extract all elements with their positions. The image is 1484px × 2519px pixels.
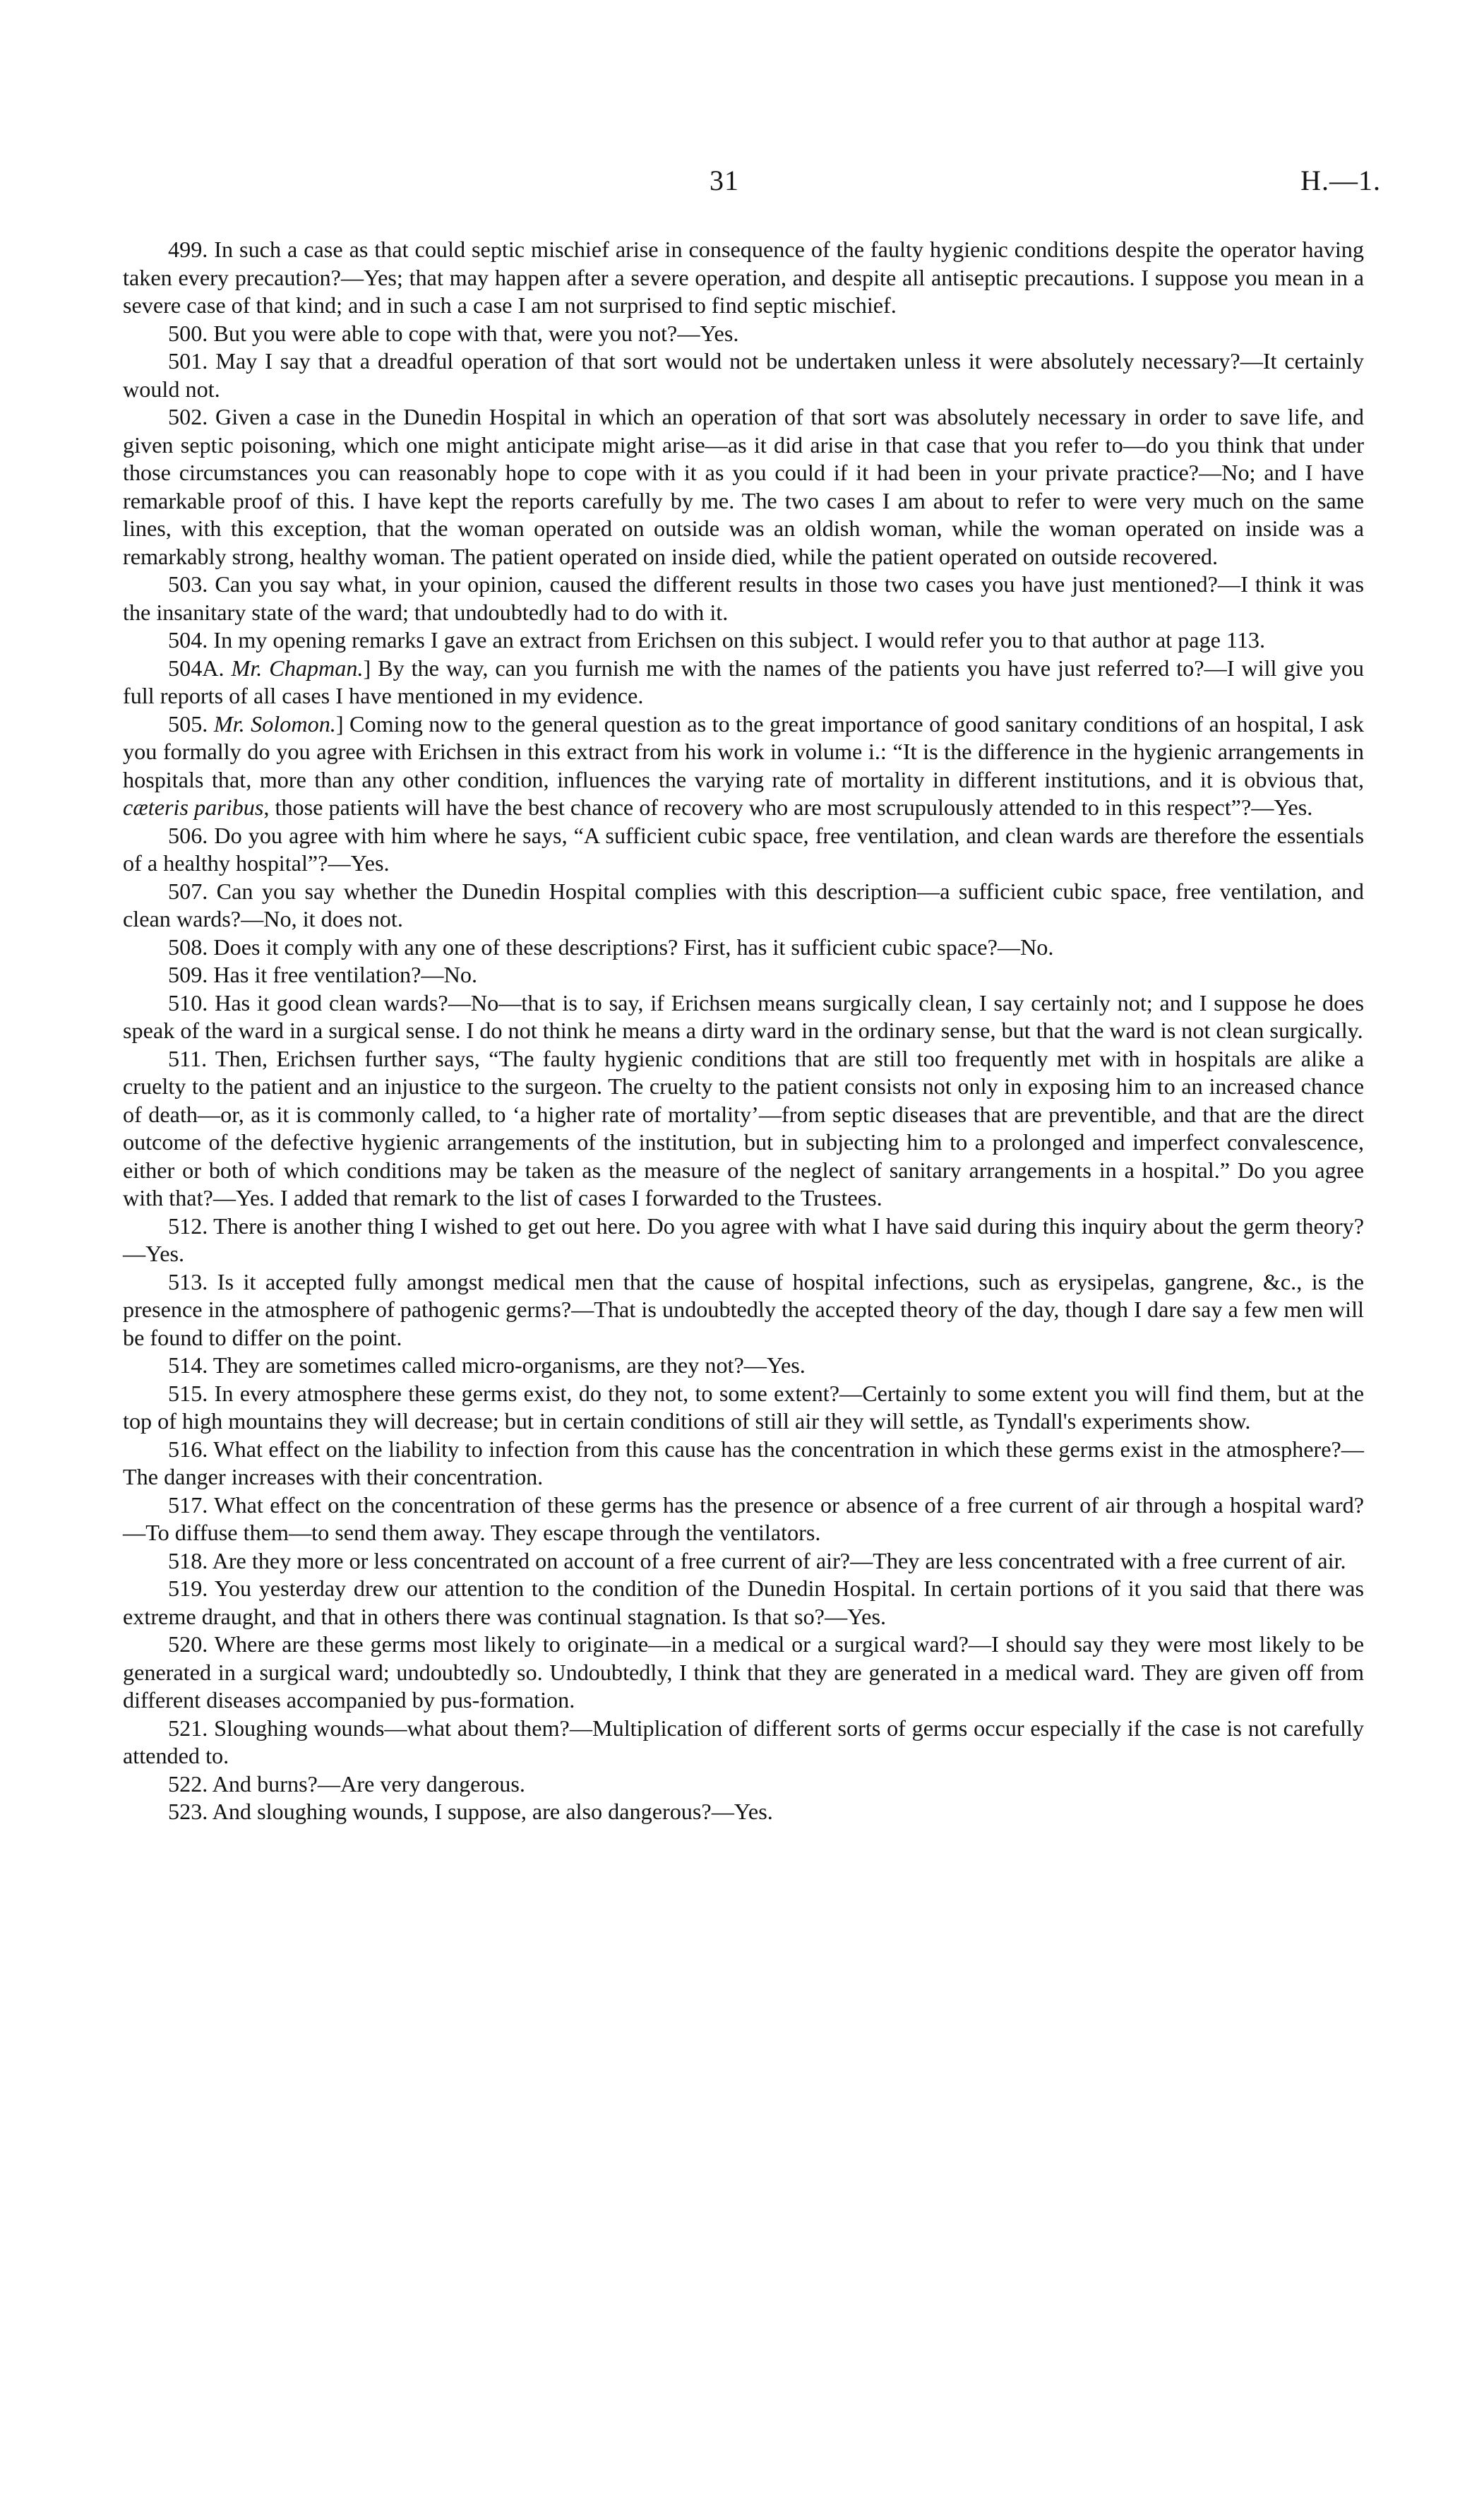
paragraph-510: 510. Has it good clean wards?—No—that is to say, if Erichsen means surgically clean, I say certainly not; and I suppose he does speak of the ward in a surgical sense. I do not think he means a dirty ward in the ordinary sense, but that the ward is not clean surgically.	[123, 989, 1364, 1043]
paragraph-509: 509. Has it free ventilation?—No.	[168, 962, 477, 987]
paragraph-513: 513. Is it accepted fully amongst medical men that the cause of hospital infections, such as erysipelas, gangrene, &c., is the presence in the atmosphere of pathogenic germs?—That is undoubtedly the accepted theory of the day, though I dare say a few men will be found to differ on the point.	[123, 1268, 1364, 1350]
paragraph-514: 514. They are sometimes called micro-organisms, are they not?—Yes.	[168, 1352, 806, 1378]
paragraph-519: 519. You yesterday drew our attention to the condition of the Dunedin Hospital. In certain portions of it you said that there was extreme draught, and that in others there was continual stagnation. Is that so?—Yes.	[123, 1576, 1364, 1629]
latin-phrase: cæteris paribus	[123, 794, 264, 820]
paragraph-522: 522. And burns?—Are very dangerous.	[168, 1770, 525, 1797]
paragraph-516: 516. What effect on the liability to infection from this cause has the concentration in which these germs exist in the atmosphere?—The danger increases with their concentration.	[123, 1436, 1364, 1489]
paragraph-504a	[123, 655, 1364, 710]
paragraph-503: 503. Can you say what, in your opinion, caused the different results in those two cases you have just mentioned?—I think it was the insanitary state of the ward; that undoubtedly had to do with it.	[123, 571, 1364, 625]
paragraph-text: ] By the way, can you furnish me with the names of the patients you have just referred to?—I will give you full reports of all cases I have mentioned in my evidence.	[123, 655, 1365, 708]
paragraph-511: 511. Then, Erichsen further says, “The faulty hygienic conditions that are still too frequently met with in hospitals are alike a cruelty to the patient and an injustice to the surgeon. The cruelty to the patient consists not only in exposing him to an increased chance of death—or, as it is commonly called, to ‘a higher rate of mortality’—from septic diseases that are preventible, and that are the direct outcome of the defective hygienic arrangements of the institution, but in subjecting him to a prolonged and imperfect convalescence, either or both of which conditions may be taken as the measure of the neglect of sanitary arrangements in a hospital.” Do you agree with that?—Yes. I added that remark to the list of cases I forwarded to the Trustees.	[123, 1045, 1364, 1210]
paragraph-521: 521. Sloughing wounds—what about them?—Multiplication of different sorts of germs occur especially if the case is not carefully attended to.	[123, 1715, 1364, 1768]
paragraph-506: 506. Do you agree with him where he says, “A sufficient cubic space, free ventilation, and clean wards are therefore the essentials of a healthy hospital”?—Yes.	[123, 822, 1364, 876]
paragraph-520: 520. Where are these germs most likely to originate—in a medical or a surgical ward?—I should say they were most likely to be generated in a surgical ward; undoubtedly so. Undoubtedly, I think that they are generated in a medical ward. They are given off from different diseases accompanied by pus-formation.	[123, 1631, 1364, 1713]
paragraph-512: 512. There is another thing I wished to get out here. Do you agree with what I have said during this inquiry about the germ theory?—Yes.	[123, 1213, 1364, 1266]
paragraph-text-continued: , those patients will have the best chance of recovery who are most scrupulously attended to in this respect”?—Yes.	[263, 794, 1313, 820]
paragraph-504: 504. In my opening remarks I gave an extract from Erichsen on this subject. I would refer you to that author at page 113.	[168, 627, 1266, 653]
paragraph-505	[123, 710, 1364, 822]
paragraph-502: 502. Given a case in the Dunedin Hospital in which an operation of that sort was absolutely necessary in order to save life, and given septic poisoning, which one might anticipate might arise—as it did arise in that case that you refer to—do you think that under those circumstances you can reasonably hope to cope with it as you could if it had been in your private practice?—No; and I have remarkable proof of this. I have kept the reports carefully by me. The two cases I am about to refer to were very much on the same lines, with this exception, that the woman operated on outside was an oldish woman, while the woman operated on inside was a remarkably strong, healthy woman. The patient operated on inside died, while the patient operated on outside recovered.	[123, 404, 1364, 569]
paragraph-523: 523. And sloughing wounds, I suppose, are also dangerous?—Yes.	[168, 1799, 773, 1824]
speaker-name: Mr. Chapman.	[231, 655, 364, 681]
paragraph-508: 508. Does it comply with any one of these descriptions? First, has it sufficient cubic space?—No.	[168, 934, 1054, 960]
paragraph-517: 517. What effect on the concentration of these germs has the presence or absence of a free current of air through a hospital ward?—To diffuse them—to send them away. They escape through the ventilators.	[123, 1491, 1364, 1545]
evidence-body	[123, 236, 1364, 1826]
paragraph-number: 504A.	[168, 655, 232, 681]
paragraph-text: ] Coming now to the general question as to the great importance of good sanitary conditions of an hospital, I ask you formally do you agree with Erichsen in this extract from his work in volume i.: “It is the difference in the hygienic arrangements in hospitals that, more than any other condition, influences the varying rate of mortality in different institutions, and it is obvious that,	[123, 710, 1364, 792]
paragraph-500: 500. But you were able to cope with that, were you not?—Yes.	[168, 320, 739, 346]
paragraph-518: 518. Are they more or less concentrated on account of a free current of air?—They are less concentrated with a free current of air.	[168, 1547, 1346, 1573]
paragraph-499: 499. In such a case as that could septic mischief arise in consequence of the faulty hygienic conditions despite the operator having taken every precaution?—Yes; that may happen after a severe operation, and despite all antiseptic precautions. I suppose you mean in a severe case of that kind; and in such a case I am not surprised to find septic mischief.	[123, 237, 1364, 318]
paragraph-501: 501. May I say that a dreadful operation of that sort would not be undertaken unless it were absolutely necessary?—It certainly would not.	[123, 348, 1364, 402]
speaker-name: Mr. Solomon.	[213, 710, 336, 737]
paragraph-515: 515. In every atmosphere these germs exist, do they not, to some extent?—Certainly to some extent you will find them, but at the top of high mountains they will decrease; but in certain conditions of still air they will settle, as Tyndall's experiments show.	[123, 1380, 1364, 1434]
document-reference: H.—1.	[1300, 165, 1381, 196]
paragraph-number: 505.	[168, 710, 214, 737]
page-number: 31	[710, 165, 739, 196]
paragraph-507: 507. Can you say whether the Dunedin Hospital complies with this description—a sufficient cubic space, free ventilation, and clean wards?—No, it does not.	[123, 878, 1364, 931]
